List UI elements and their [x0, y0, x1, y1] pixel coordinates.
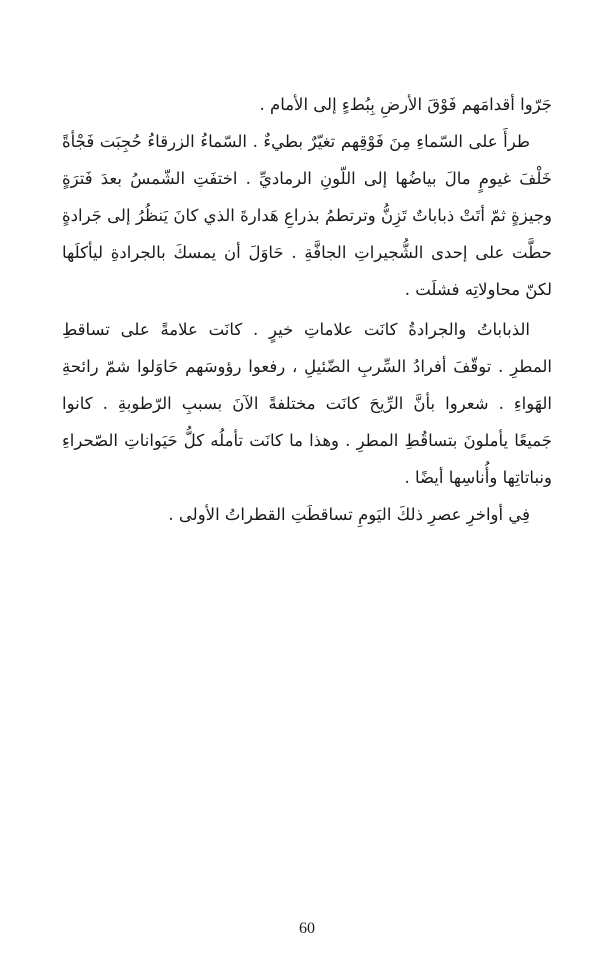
text-line: جَميعًا يأملونَ بتساقُطِ المطرِ . وهذا ما كانَت تأملُه كلُّ حَيَواناتِ الصّحراءِ [62, 431, 552, 450]
text-line: وجيزةٍ ثمّ أتَتْ ذباباتٌ تَزِنُّ وترتطمُ بذراعِ هَدارةَ الذي كانَ يَنظُرُ إلى جَرادةٍ [62, 206, 552, 225]
text-line: المطرِ . توقّفَ أفرادُ السِّربِ الضّئيلِ ، رفعوا رؤوسَهم حَاوَلوا شمّ رائحةِ [62, 357, 552, 376]
text-line: الهَواءِ . شعروا بأنَّ الرِّيحَ كانَت مختلفةً الآنَ بسببِ الرّطوبةِ . كانوا [62, 394, 552, 413]
text-line: جَرّوا أقدامَهم فَوْقَ الأرضِ بِبُطءٍ إلى الأمام . [259, 95, 552, 114]
text-line: خَلْفَ غيومٍ مالَ بياضُها إلى اللّونِ الرماديِّ . اختفَتِ الشّمسُ بعدَ فَترَةٍ [62, 169, 552, 188]
text-line: فِي أواخرِ عصرِ ذلكَ اليَومِ تساقطَتِ القطراتُ الأولى . [168, 505, 530, 524]
text-line: لكنّ محاولاتِه فشلَت . [404, 280, 552, 299]
paragraph [62, 311, 552, 496]
text-line: طرأَ على السّماءِ مِنَ فَوْقِهم تغيّرٌ بطيءٌ . السّماءُ الزرقاءُ حُجِبَت فَجْأةً [62, 132, 530, 151]
paragraph [62, 123, 552, 308]
paragraph [62, 496, 552, 533]
text-line: الذباباتُ والجرادةُ كانَت علاماتِ خيرٍ . كانَت علامةً على تساقطِ [62, 320, 530, 339]
paragraph [62, 86, 552, 123]
page-number: 60 [299, 920, 315, 937]
text-line: حطَّت على إحدى الشُّجيراتِ الجافَّةِ . حَاوَلَ أن يمسكَ بالجرادةِ ليأكلَها [62, 243, 552, 262]
body-text [62, 86, 552, 533]
text-line: ونباتاتِها وأُناسِها أيضًا . [404, 468, 552, 487]
